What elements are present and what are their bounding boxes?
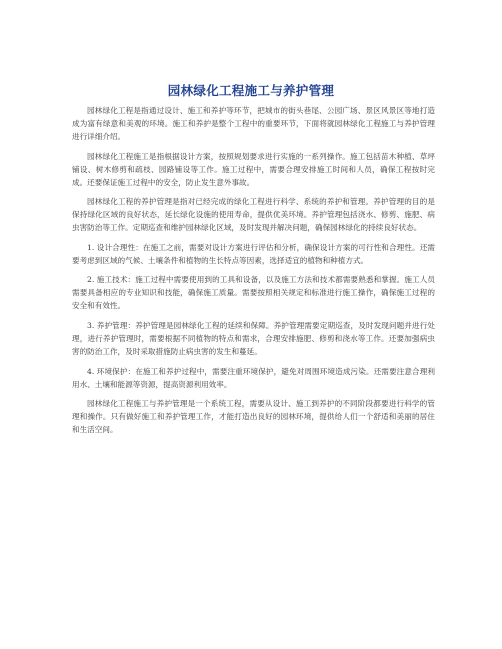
construction-paragraph: 园林绿化工程施工是指根据设计方案，按照规划要求进行实施的一系列操作。施工包括苗木种植、草坪铺设、树木修剪和疏枝、园路铺设等工作。施工过程中，需要合理安排施工时间和人员，确保工程按时完成。还要保证施工过程中的安全，防止发生意外事故。 (72, 151, 435, 187)
document-body (72, 104, 435, 443)
list-item-environment: 4. 环境保护：在施工和养护过程中，需要注重环境保护，避免对周围环境造成污染。还需要注意合理利用水、土壤和能源等资源，提高资源利用效率。 (72, 366, 435, 389)
list-item-design: 1. 设计合理性：在施工之前，需要对设计方案进行评估和分析，确保设计方案的可行性和合理性。还需要考虑到区域的气候、土壤条件和植物的生长特点等因素，选择适宜的植物和种植方式。 (72, 242, 435, 265)
list-item-technique: 2. 施工技术：施工过程中需要使用到的工具和设备，以及施工方法和技术都需要熟悉和掌握。施工人员需要具备相应的专业知识和技能，确保施工质量。需要按照相关规定和标准进行施工操作，确保施工过程的安全和有效性。 (72, 275, 435, 311)
list-item-maintenance: 3. 养护管理：养护管理是园林绿化工程的延续和保障。养护管理需要定期巡查，及时发现问题并进行处理，进行养护管理时，需要根据不同植物的特点和需求，合理安排施肥、修剪和浇水等工作。还要加强病虫害的防治工作，及时采取措施防止病虫害的发生和蔓延。 (72, 320, 435, 356)
document-title: 园林绿化工程施工与养护管理 (167, 83, 335, 98)
conclusion-paragraph: 园林绿化工程施工与养护管理是一个系统工程，需要从设计、施工到养护的不同阶段都要进行科学的管理和操作。只有做好施工和养护管理工作，才能打造出良好的园林环境，提供给人们一个舒适和美丽的居住和生活空间。 (72, 399, 435, 435)
maintenance-paragraph: 园林绿化工程的养护管理是指对已经完成的绿化工程进行科学、系统的养护和管理。养护管理的目的是保持绿化区域的良好状态，延长绿化设施的使用寿命，提供优美环境。养护管理包括浇水、修剪、施肥、病虫害防治等工作。定期巡查和维护园林绿化区域，及时发现并解决问题，确保园林绿化的持续良好状态。 (72, 197, 435, 233)
intro-paragraph: 园林绿化工程是指通过设计、施工和养护等环节，把城市的街头巷尾、公园广场、景区风景区等地打造成为富有绿意和美观的环境。施工和养护是整个工程中的重要环节，下面将就园林绿化工程施工与养护管理进行详细介绍。 (72, 106, 435, 141)
